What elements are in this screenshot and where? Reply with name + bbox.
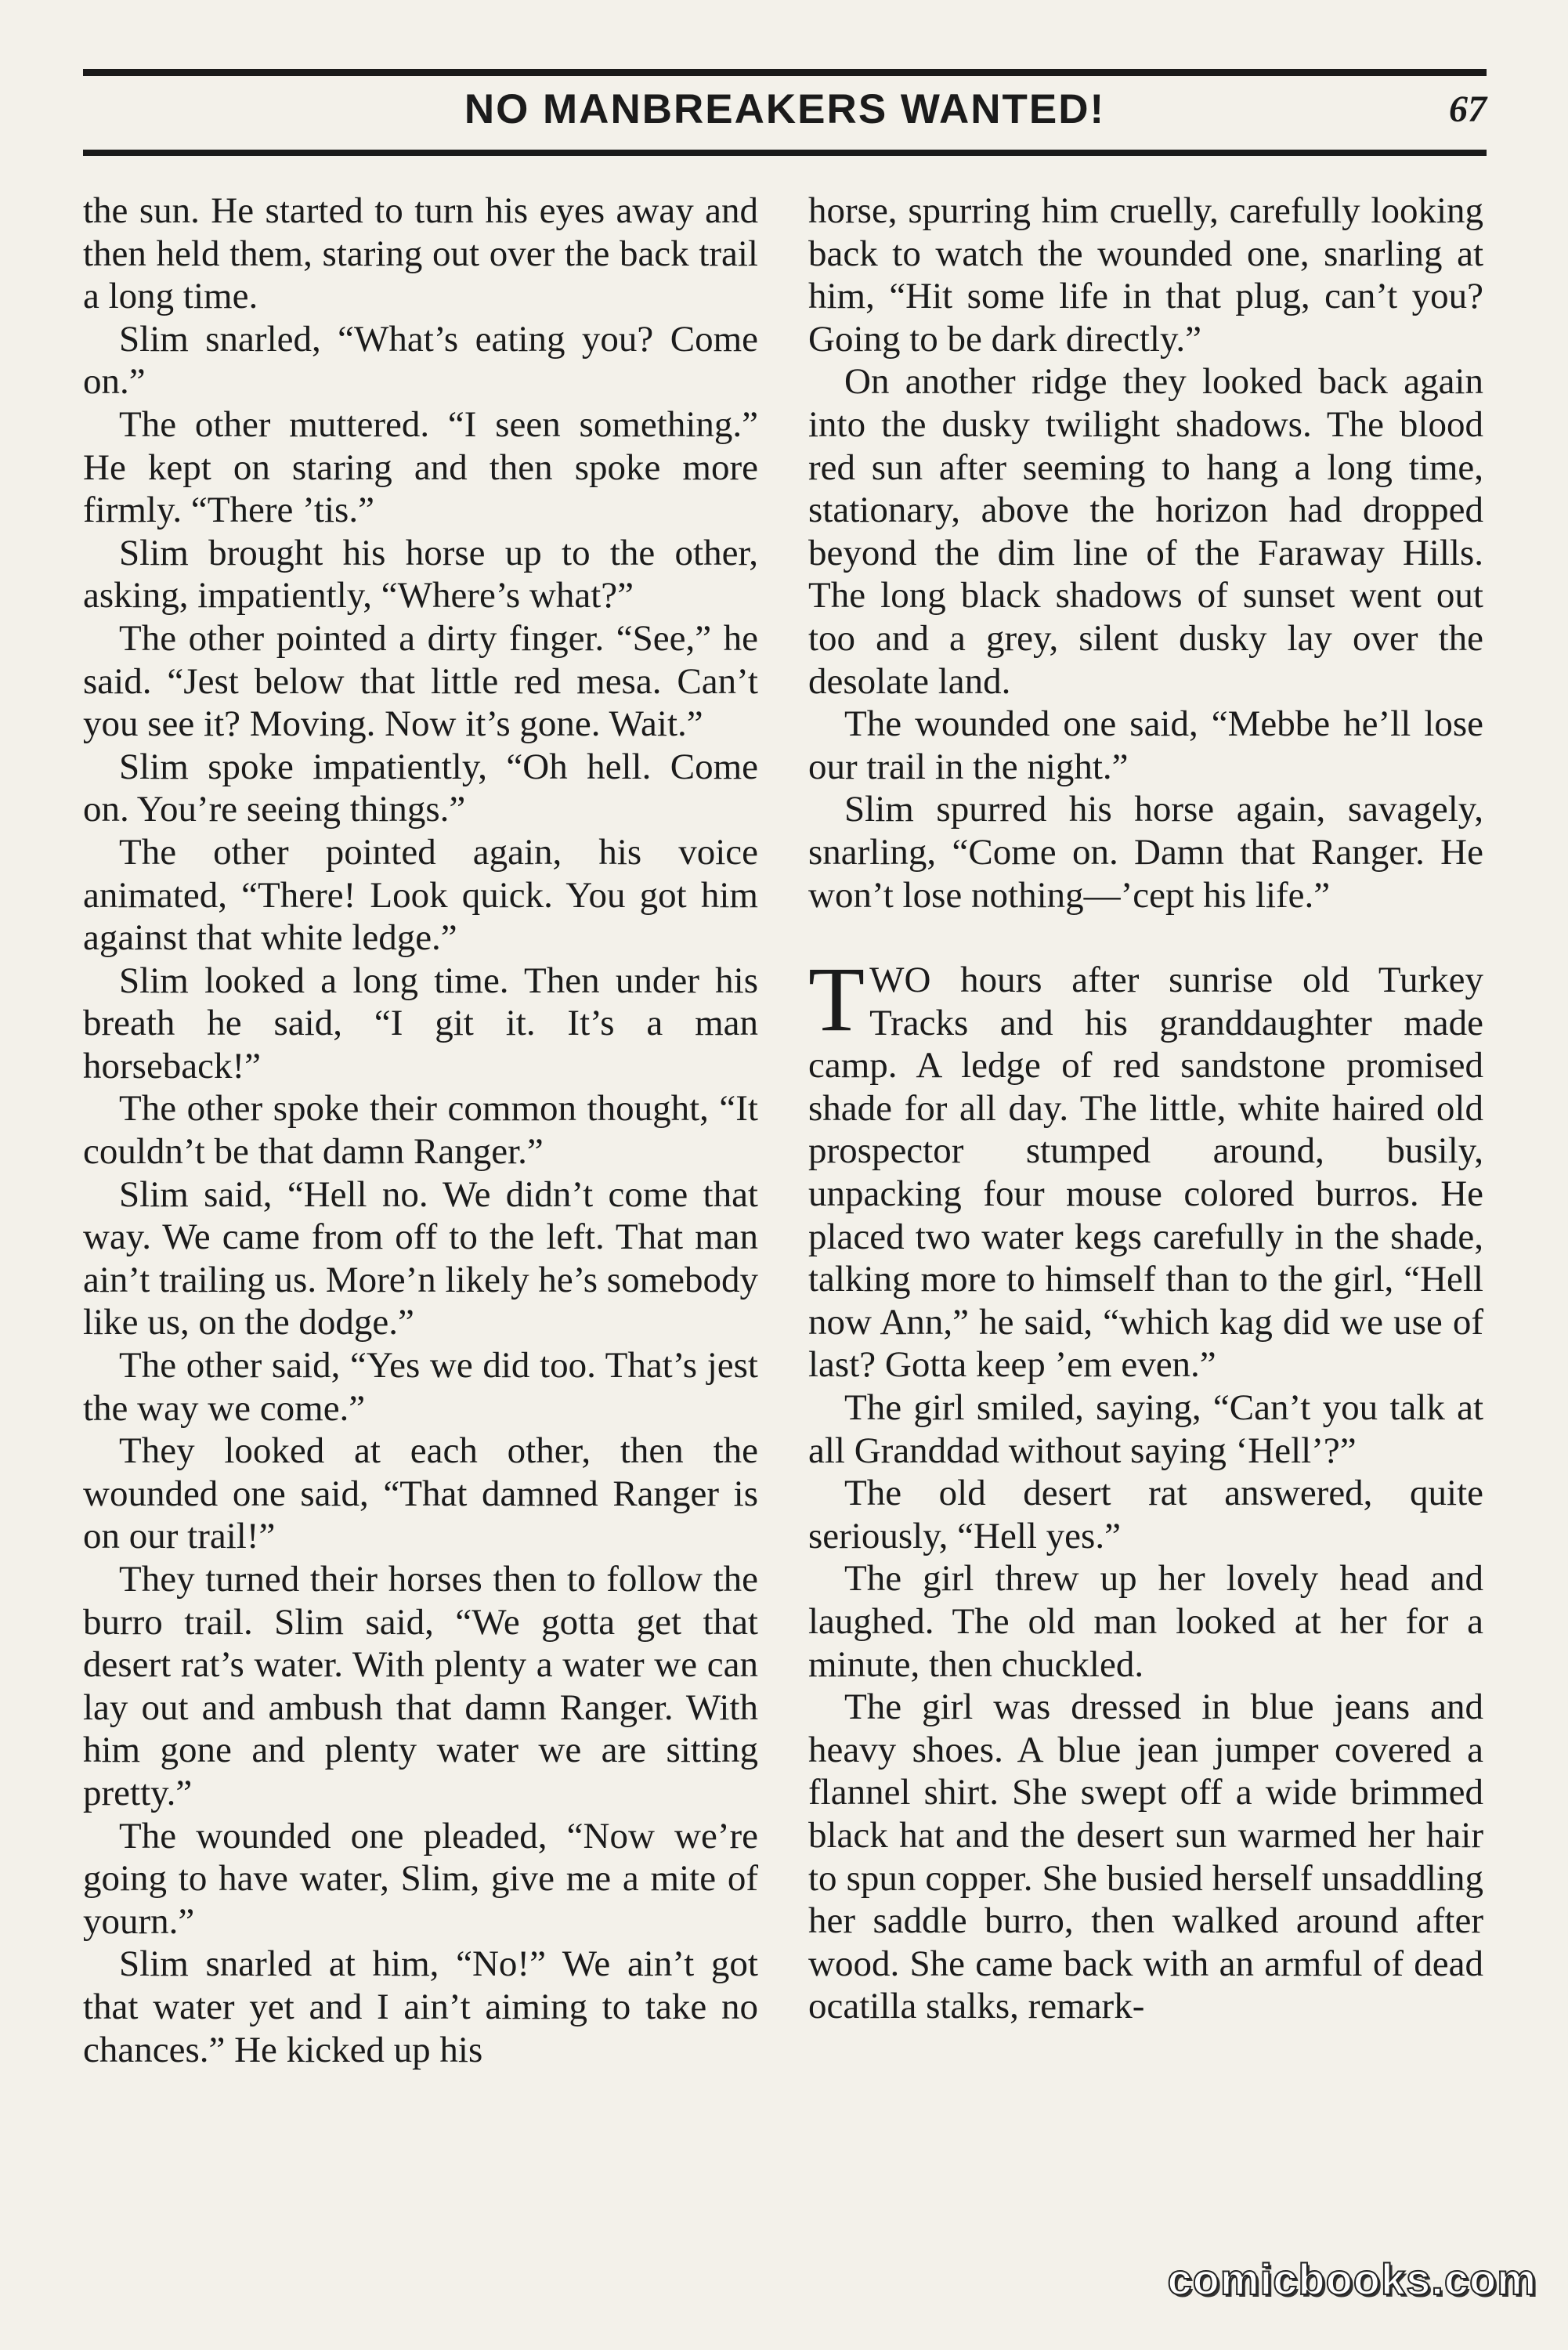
paragraph: The wounded one said, “Mebbe he’ll lose our trail in the night.”	[808, 703, 1483, 787]
right-column	[808, 190, 1483, 2028]
paragraph: They looked at each other, then the wounded one said, “That damned Ranger is on our trail!”	[83, 1430, 758, 1557]
paragraph: They turned their horses then to follow the burro trail. Slim said, “We gotta get that desert rat’s water. With plenty a water we can lay out and ambush that damn Ranger. With him gone and plenty water we are sitting pretty.”	[83, 1559, 758, 1813]
paragraph: The girl smiled, saying, “Can’t you talk at all Granddad without saying ‘Hell’?”	[808, 1387, 1483, 1471]
header-rule-bottom	[83, 150, 1487, 156]
paragraph: Slim spurred his horse again, savagely, snarling, “Come on. Damn that Ranger. He won’t lose nothing—’cept his life.”	[808, 789, 1483, 916]
paragraph: The other muttered. “I seen something.” He kept on staring and then spoke more firmly. “There ’tis.”	[83, 403, 758, 531]
section-opening-text: WO hours after sunrise old Turkey Tracks and his granddaughter made camp. A ledge of red sandstone promised shade for all day. The little, white haired old prospector stumped around, busily, unpacking four mouse colored burros. He placed two water kegs carefully in the shade, talking more to himself than to the girl, “Hell now Ann,” he said, “which kag did we use of last? Gotta keep ’em even.”	[808, 960, 1483, 1386]
paragraph: The girl threw up her lovely head and laughed. The old man looked at her for a minute, then chuckled.	[808, 1558, 1483, 1685]
paragraph: The other spoke their common thought, “It couldn’t be that damn Ranger.”	[83, 1088, 758, 1173]
paragraph: The old desert rat answered, quite seriously, “Hell yes.”	[808, 1473, 1483, 1556]
paragraph: The other pointed again, his voice animated, “There! Look quick. You got him against that white ledge.”	[83, 831, 758, 959]
paragraph: Slim spoke impatiently, “Oh hell. Come on. You’re seeing things.”	[83, 746, 758, 830]
paragraph: horse, spurring him cruelly, carefully looking back to watch the wounded one, snarling at him, “Hit some life in that plug, can’t you? Going to be dark directly.”	[808, 190, 1483, 360]
drop-cap: T	[808, 948, 865, 1051]
paragraph: The girl was dressed in blue jeans and heavy shoes. A blue jean jumper covered a flannel shirt. She swept off a wide brimmed black hat and the desert sun warmed her hair to spun copper. She busied herself unsaddling her saddle burro, then walked around after wood. She came back with an armful of dead ocatilla stalks, remark-	[808, 1687, 1483, 2027]
paragraph: the sun. He started to turn his eyes away and then held them, staring out over the back trail a long time.	[83, 190, 758, 317]
header-rule-top	[83, 69, 1487, 76]
paragraph: Slim looked a long time. Then under his breath he said, “I git it. It’s a man horseback!”	[83, 960, 758, 1086]
paragraph: On another ridge they looked back again into the dusky twilight shadows. The blood red sun after seeming to hang a long time, stationary, above the horizon had dropped beyond the dim line of the Faraway Hills. The long black shadows of sunset went out too and a grey, silent dusky lay over the desolate land.	[808, 361, 1483, 702]
paragraph: The other said, “Yes we did too. That’s jest the way we come.”	[83, 1345, 758, 1429]
left-column	[83, 190, 758, 2071]
paragraph: Slim snarled at him, “No!” We ain’t got that water yet and I ain’t aiming to take no chances.” He kicked up his	[83, 1943, 758, 2070]
paragraph: Slim brought his horse up to the other, asking, impatiently, “Where’s what?”	[83, 532, 758, 616]
paragraph: The other pointed a dirty finger. “See,” he said. “Jest below that little red mesa. Can’t you see it? Moving. Now it’s gone. Wait.”	[83, 617, 758, 745]
paragraph: The wounded one pleaded, “Now we’re going to have water, Slim, give me a mite of yourn.”	[83, 1815, 758, 1942]
watermark: comicbooks.com	[1167, 2254, 1537, 2304]
paragraph: Slim snarled, “What’s eating you? Come on.”	[83, 318, 758, 403]
running-title: NO MANBREAKERS WANTED!	[464, 86, 1106, 132]
page-number: 67	[1449, 89, 1487, 130]
section-opening-paragraph	[808, 948, 1483, 1386]
paragraph: Slim said, “Hell no. We didn’t come that way. We came from off to the left. That man ain’t trailing us. More’n likely he’s somebody like us, on the dodge.”	[83, 1173, 758, 1343]
section-break	[808, 916, 1483, 959]
